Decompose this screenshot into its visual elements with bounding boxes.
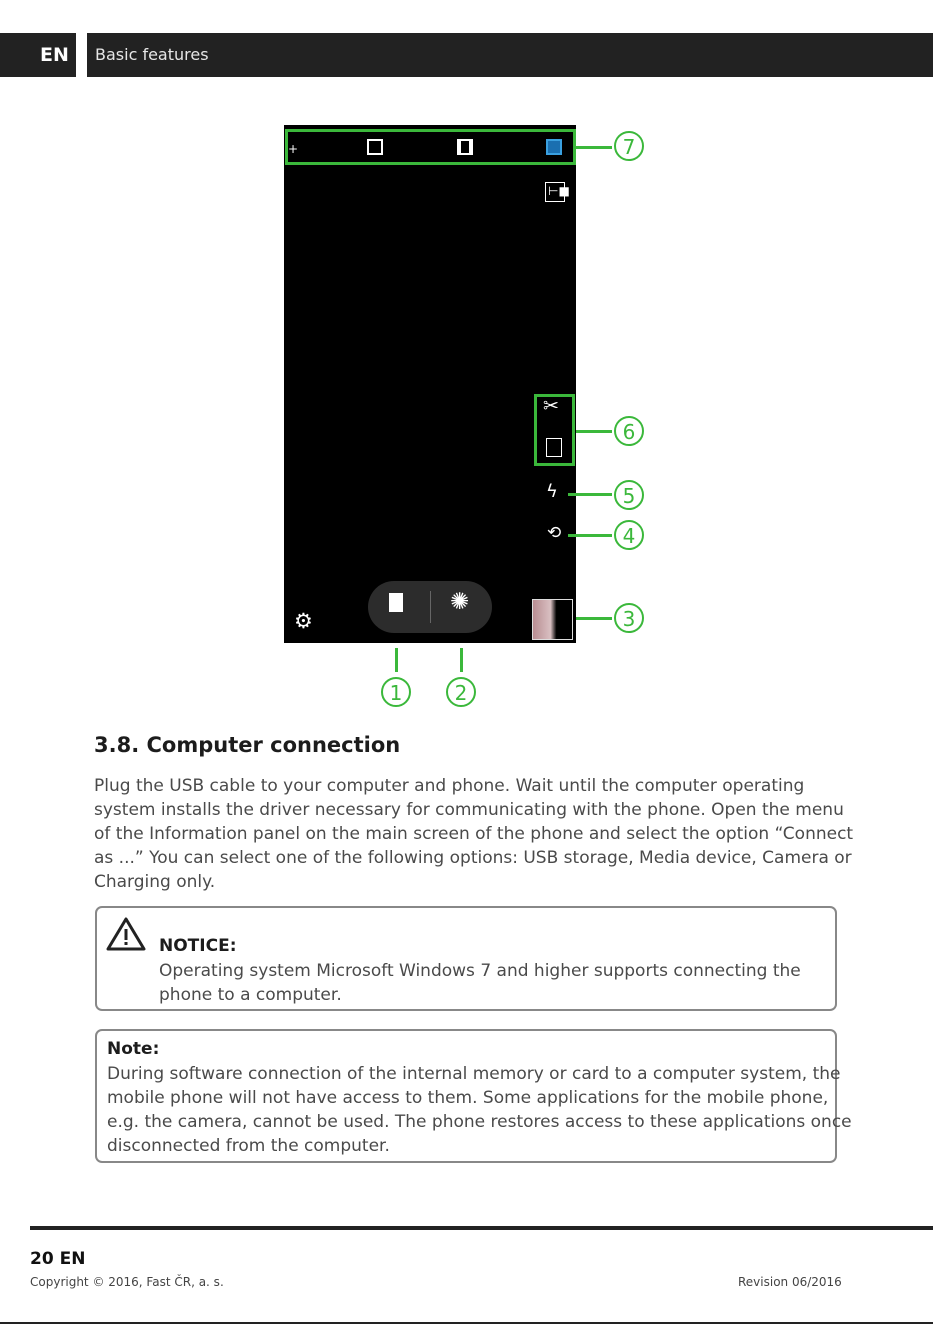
video-mode-icon <box>457 139 473 155</box>
capture-pill <box>368 581 492 633</box>
leader-line-2 <box>460 648 463 672</box>
body-line: Plug the USB cable to your computer and phone. Wait until the computer operating <box>94 776 805 796</box>
callout-7: 7 <box>614 131 644 161</box>
body-line: as ...” You can select one of the following options: USB storage, Media device, Camera or <box>94 848 852 868</box>
callout-3: 3 <box>614 603 644 633</box>
language-tab: EN <box>0 33 76 77</box>
notice-text <box>159 959 801 1007</box>
note-line: e.g. the camera, cannot be used. The phone restores access to these applications once <box>107 1112 852 1132</box>
page-number: 20 EN <box>30 1249 86 1269</box>
leader-line-3 <box>576 617 612 620</box>
revision: Revision 06/2016 <box>738 1275 842 1289</box>
copyright: Copyright © 2016, Fast ČR, a. s. <box>30 1275 224 1289</box>
notice-box <box>95 906 837 1011</box>
switch-camera-icon: ⟲ <box>547 523 562 543</box>
callout-1: 1 <box>381 677 411 707</box>
note-line: disconnected from the computer. <box>107 1136 390 1156</box>
callout-4: 4 <box>614 520 644 550</box>
body-line: system installs the driver necessary for communicating with the phone. Open the menu <box>94 800 844 820</box>
footer-rule <box>30 1226 933 1230</box>
notice-line: Operating system Microsoft Windows 7 and higher supports connecting the <box>159 961 801 981</box>
section-heading: 3.8. Computer connection <box>94 733 401 757</box>
leader-line-5 <box>568 493 612 496</box>
leader-line-7 <box>576 146 612 149</box>
plus-icon: + <box>288 142 299 156</box>
note-line: During software connection of the internal memory or card to a computer system, the <box>107 1064 841 1084</box>
photo-mode-icon <box>367 139 383 155</box>
hdr-icon <box>546 438 562 457</box>
gallery-thumbnail <box>532 599 573 640</box>
notice-title: NOTICE: <box>159 936 237 956</box>
note-text <box>107 1062 852 1158</box>
section-body <box>94 774 854 894</box>
leader-line-1 <box>395 648 398 672</box>
capture-divider <box>430 591 431 623</box>
shutter-icon: ✺ <box>450 589 470 615</box>
panorama-mode-icon <box>546 139 562 155</box>
note-box <box>95 1029 852 1163</box>
leader-line-6 <box>576 430 612 433</box>
face-beauty-icon: ✂ <box>543 395 559 417</box>
callout-5: 5 <box>614 480 644 510</box>
section-header: Basic features <box>87 33 933 77</box>
mode-bar-highlight <box>285 129 576 165</box>
settings-gear-icon: ⚙ <box>294 609 313 633</box>
note-line: mobile phone will not have access to them. Some applications for the mobile phone, <box>107 1088 829 1108</box>
camera-screenshot <box>284 125 576 643</box>
body-line: of the Information panel on the main screen of the phone and select the option “Connect <box>94 824 854 844</box>
callout-6: 6 <box>614 416 644 446</box>
callout-2: 2 <box>446 677 476 707</box>
warning-icon <box>106 916 146 952</box>
exposure-slider-icon: ⊢■ <box>548 184 570 198</box>
leader-line-4 <box>568 534 612 537</box>
video-record-icon <box>389 593 403 612</box>
body-line: Charging only. <box>94 872 216 892</box>
note-title: Note: <box>107 1039 160 1059</box>
flash-icon: ϟ <box>546 481 558 502</box>
notice-line: phone to a computer. <box>159 985 342 1005</box>
